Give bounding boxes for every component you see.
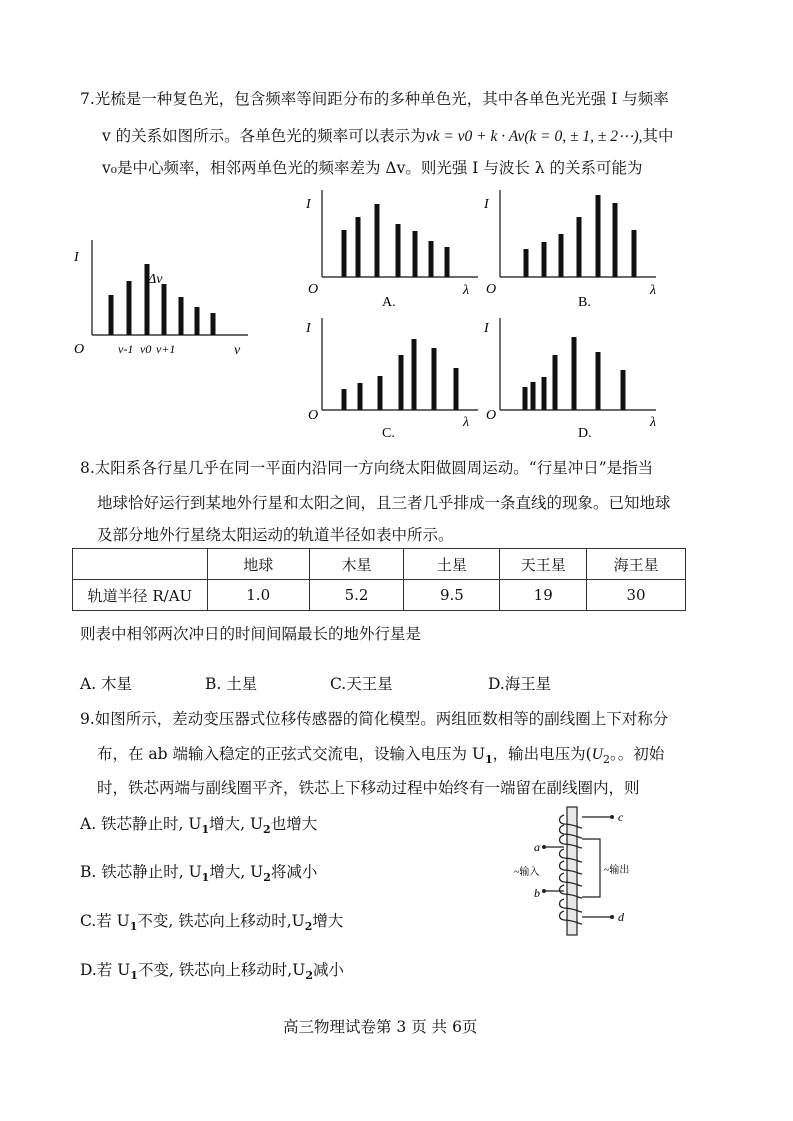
q9-line-2c: 。。初始 — [609, 745, 665, 763]
bar — [523, 387, 528, 410]
bar — [342, 230, 347, 277]
option-text: B. 铁芯静止时, U — [80, 863, 202, 881]
terminal-c-label: c — [618, 810, 624, 824]
option-text: 减小 — [312, 961, 344, 979]
q7-line-2a: v 的关系如图所示。各单色光的频率可以表示为 — [102, 127, 426, 145]
axis-O-label: O — [486, 282, 497, 297]
graph-c-label: C. — [382, 426, 395, 441]
tick-v-minus-1: v-1 — [118, 342, 134, 356]
table-cell: 19 — [500, 580, 587, 611]
q7-line-1: 7.光梳是一种复色光，包含频率等间距分布的多种单色光，其中各单色光光强 I 与频率 — [80, 90, 669, 108]
axis-I-label: I — [306, 321, 311, 336]
table-header-cell: 海王星 — [587, 549, 686, 580]
option-text: 增大, U — [209, 815, 264, 833]
table-cell: 1.0 — [207, 580, 309, 611]
table-cell: 5.2 — [309, 580, 404, 611]
table-row — [73, 580, 686, 611]
q7-line-3: v₀是中心频率，相邻两单色光的频率差为 Δv。则光强 I 与波长 λ 的关系可能为 — [102, 159, 643, 177]
axis-O-label: O — [308, 282, 319, 297]
tick-v-plus-1: v+1 — [156, 342, 176, 356]
bar — [342, 389, 347, 410]
terminal-d-label: d — [618, 910, 624, 924]
bar — [211, 313, 216, 335]
q9-option-b: B. 铁芯静止时, $U_1$增大, $U_2$将减小 — [80, 863, 318, 885]
q7-graph-b — [478, 190, 663, 310]
bar — [162, 284, 167, 335]
axis-I-label: I — [484, 197, 489, 212]
axis-v-label: v — [234, 343, 241, 358]
q8-line-2: 地球恰好运行到某地外行星和太阳之间，且三者几乎排成一条直线的现象。已知地球 — [97, 494, 671, 512]
bar — [375, 204, 380, 277]
option-text: 增大 — [312, 912, 344, 930]
bar — [524, 249, 529, 277]
bar — [632, 230, 637, 277]
table-cell: 9.5 — [404, 580, 500, 611]
q9-option-d: D.若 $U_1$不变, 铁芯向上移动时$,U_2$减小 — [80, 961, 344, 983]
axis-lambda-label: λ — [650, 415, 657, 430]
axis-I-label: I — [306, 197, 311, 212]
q9-line-2a: 布，在 ab 端输入稳定的正弦式交流电，设输入电压为 U — [97, 745, 486, 763]
bar — [179, 297, 184, 335]
q8-option-a: A. 木星 — [80, 675, 133, 693]
q8-question: 则表中相邻两次冲日的时间间隔最长的地外行星是 — [80, 625, 422, 643]
graph-a-bars — [342, 204, 450, 277]
bar — [445, 247, 450, 277]
axis-lambda-label: λ — [650, 283, 657, 298]
axis-I-label: I — [74, 250, 79, 265]
table-header-cell: 土星 — [404, 549, 500, 580]
table-header-cell: 天王星 — [500, 549, 587, 580]
table-header-cell: 地球 — [207, 549, 309, 580]
option-text: 也增大 — [270, 815, 318, 833]
table-header-cell — [73, 549, 208, 580]
option-text: D.若 U — [80, 961, 131, 979]
q9-line-2: 布，在 ab 端输入稳定的正弦式交流电，设输入电压为 $U_1$，输出电压为($U_2$。。初始 — [97, 745, 665, 767]
q8-option-d: D.海王星 — [488, 675, 552, 693]
bar — [553, 355, 558, 410]
orbit-radius-table — [72, 548, 686, 611]
q7-graph-a — [300, 190, 485, 310]
bar — [542, 377, 547, 410]
bar — [572, 337, 577, 410]
table-row-label: 轨道半径 R/AU — [73, 580, 208, 611]
graph-b-label: B. — [578, 295, 591, 310]
q9-option-a: A. 铁芯静止时, $U_1$增大, $U_2$也增大 — [80, 815, 318, 837]
q8-line-1: 8.太阳系各行星几乎在同一平面内沿同一方向绕太阳做圆周运动。“行星冲日”是指当 — [80, 459, 654, 477]
option-text: A. 铁芯静止时, U — [80, 815, 202, 833]
option-text: 将减小 — [270, 863, 318, 881]
graph-c-bars — [342, 339, 459, 410]
delta-v-label: Δv — [148, 272, 163, 287]
bar — [621, 370, 626, 410]
bar — [396, 224, 401, 277]
axis-lambda-label: λ — [463, 283, 470, 298]
output-label: ~输出 — [604, 865, 630, 876]
bar — [127, 281, 132, 335]
graph-a-label: A. — [382, 295, 396, 310]
bar — [432, 348, 437, 410]
axis-lambda-label: λ — [463, 415, 470, 430]
bar — [358, 383, 363, 410]
bar — [378, 376, 383, 410]
q8-line-3: 及部分地外行星绕太阳运动的轨道半径如表中所示。 — [97, 526, 454, 544]
bar — [596, 195, 601, 277]
bar — [531, 382, 536, 410]
bar — [577, 217, 582, 277]
table-header-row — [73, 549, 686, 580]
bar — [195, 307, 200, 335]
table-cell: 30 — [587, 580, 686, 611]
page-footer: 高三物理试卷第 3 页 共 6页 — [283, 1018, 478, 1036]
graph-d-bars — [523, 337, 626, 410]
bar — [454, 368, 459, 410]
axis-O-label: O — [308, 408, 319, 423]
bar — [429, 241, 434, 277]
q7-graph-d — [478, 318, 663, 443]
q8-option-c: C.天王星 — [330, 675, 393, 693]
bar — [399, 355, 404, 410]
q7-line-2 — [102, 126, 674, 147]
q9-line-1: 9.如图所示，差动变压器式位移传感器的简化模型。两组匝数相等的副线圈上下对称分 — [80, 710, 669, 728]
bar — [559, 234, 564, 277]
bar — [542, 242, 547, 277]
q9-line-3: 时，铁芯两端与副线圈平齐，铁芯上下移动过程中始终有一端留在副线圈内，则 — [97, 779, 640, 797]
terminal-a-label: a — [534, 840, 540, 854]
axis-O-label: O — [486, 408, 497, 423]
bar — [109, 295, 114, 335]
axis-I-label: I — [484, 321, 489, 336]
bar — [412, 339, 417, 410]
option-text: C.若 U — [80, 912, 130, 930]
q9-transformer-diagram — [500, 805, 650, 940]
q7-frequency-figure — [70, 235, 255, 360]
option-text: 不变, 铁芯向上移动时,U — [137, 961, 306, 979]
tick-v0: v0 — [140, 342, 152, 356]
option-text: 不变, 铁芯向上移动时,U — [137, 912, 305, 930]
terminal-b-label: b — [534, 886, 540, 900]
axis-O-label: O — [74, 342, 85, 357]
q9-option-c: C.若 $U_1$不变, 铁芯向上移动时$,U_2$增大 — [80, 912, 344, 934]
q9-line-2b: ，输出电压为( — [492, 745, 592, 763]
table-header-cell: 木星 — [309, 549, 404, 580]
graph-d-label: D. — [578, 426, 592, 441]
bar — [356, 217, 361, 277]
input-label: ~输入 — [514, 867, 540, 878]
q7-line-2b: 其中 — [642, 127, 674, 145]
option-text: 增大, U — [209, 863, 264, 881]
bar — [596, 352, 601, 410]
bar — [613, 203, 618, 277]
bar — [413, 231, 418, 277]
q8-option-b: B. 土星 — [205, 675, 258, 693]
graph-b-bars — [524, 195, 637, 277]
q7-graph-c — [300, 318, 485, 443]
q7-formula: vk = v0 + k · Av(k = 0, ± 1, ± 2⋯), — [425, 128, 643, 145]
